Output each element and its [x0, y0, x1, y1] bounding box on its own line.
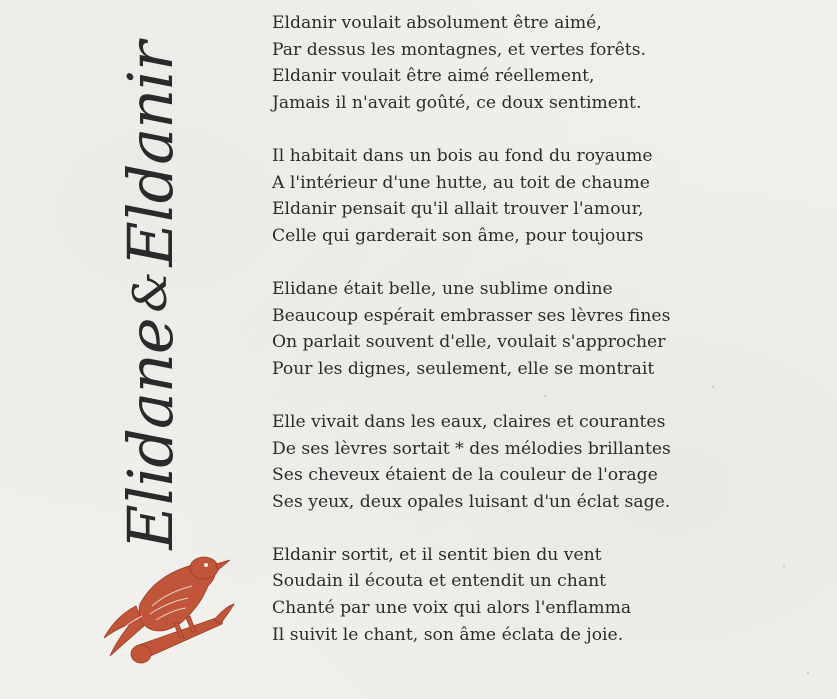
poem-line: Chanté par une voix qui alors l'enflamma — [272, 598, 632, 619]
poem-line: Il habitait dans un bois au fond du royaume — [272, 145, 653, 166]
poem-line: On parlait souvent d'elle, voulait s'approcher — [272, 332, 666, 353]
bird-on-branch-icon — [96, 546, 246, 676]
poem-line: Eldanir voulait absolument être aimé, — [272, 13, 602, 33]
poem-line: Beaucoup espérait embrasser ses lèvres fines — [272, 305, 671, 326]
stanza — [272, 10, 671, 116]
paper-speck — [783, 565, 785, 567]
title-right: Eldanir — [113, 42, 187, 267]
poem-line: Soudain il écouta et entendit un chant — [272, 571, 607, 592]
title-ampersand: & — [123, 272, 177, 313]
poem-body — [272, 10, 671, 675]
stanza — [272, 143, 671, 249]
stanza — [272, 276, 671, 382]
poem-line: Celle qui garderait son âme, pour toujours — [272, 225, 644, 246]
paper-speck — [712, 386, 714, 388]
poem-title — [110, 42, 190, 550]
paper-speck — [807, 672, 809, 674]
poem-line: De ses lèvres sortait * des mélodies brillantes — [272, 438, 671, 459]
title-left: Elidane — [113, 318, 187, 550]
poem-line: Ses yeux, deux opales luisant d'un éclat sage. — [272, 491, 671, 512]
poem-line: Pour les dignes, seulement, elle se montrait — [272, 358, 655, 379]
poem-line: A l'intérieur d'une hutte, au toit de chaume — [272, 172, 650, 193]
stanza — [272, 409, 671, 515]
poem-line: Par dessus les montagnes, et vertes forêts. — [272, 39, 646, 60]
poem-line: Elle vivait dans les eaux, claires et courantes — [272, 411, 666, 432]
poem-line: Jamais il n'avait goûté, ce doux sentiment. — [272, 92, 642, 113]
poem-line: Ses cheveux étaient de la couleur de l'orage — [272, 465, 658, 486]
stanza — [272, 542, 671, 648]
poem-line: Eldanir sortit, et il sentit bien du vent — [272, 544, 602, 565]
poem-line: Eldanir voulait être aimé réellement, — [272, 66, 595, 87]
poem-line: Elidane était belle, une sublime ondine — [272, 278, 613, 299]
poem-line: Eldanir pensait qu'il allait trouver l'amour, — [272, 199, 644, 220]
poem-line: Il suivit le chant, son âme éclata de joie. — [272, 624, 624, 645]
